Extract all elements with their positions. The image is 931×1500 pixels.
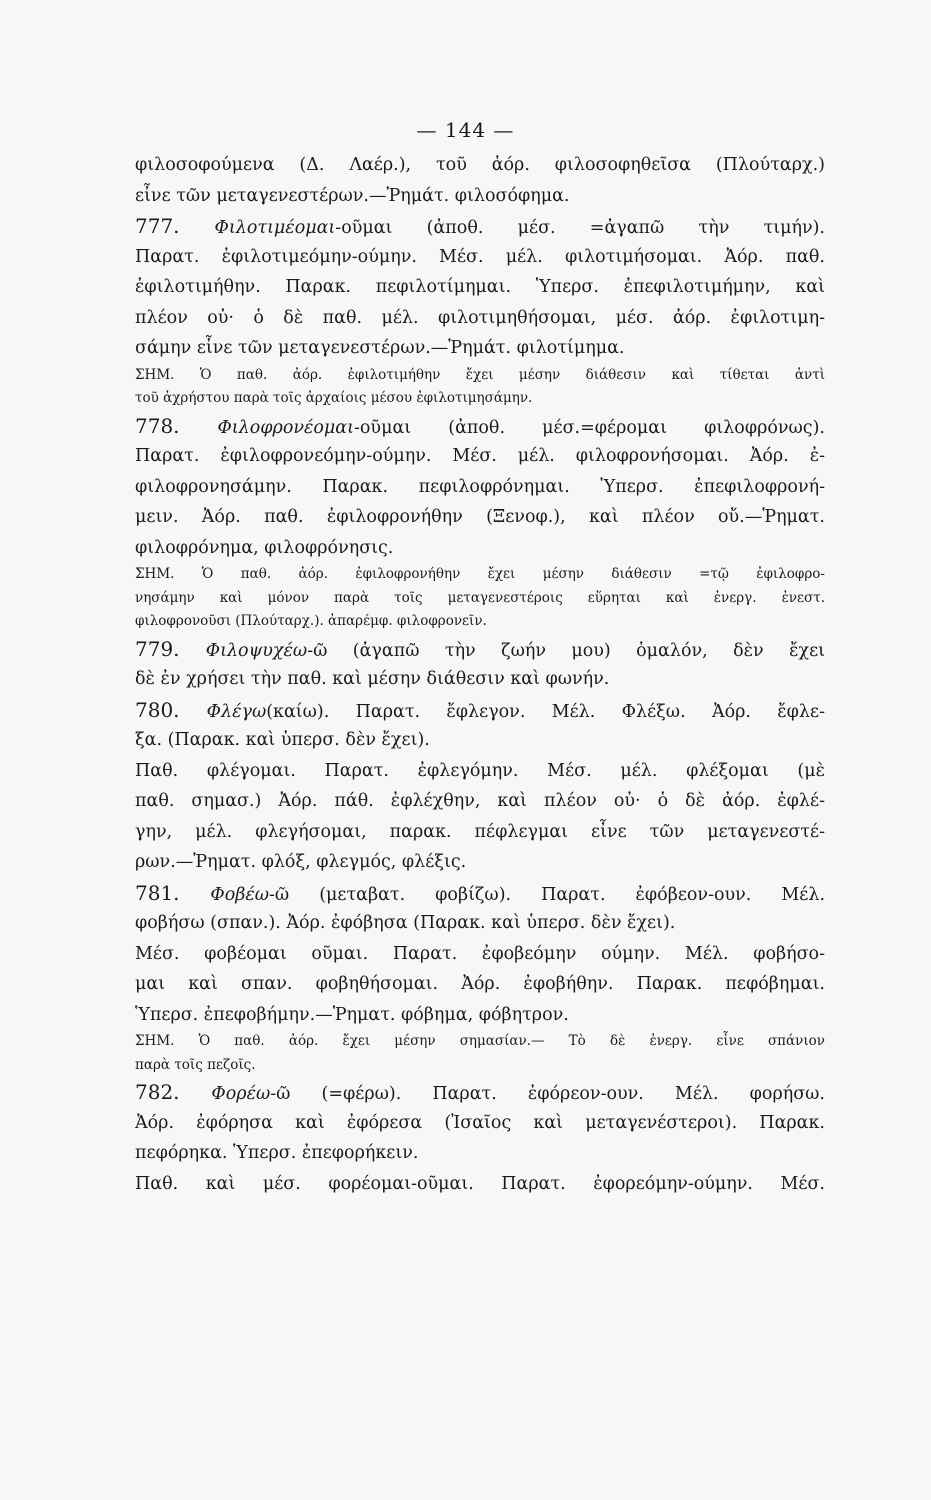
note-line [135, 587, 825, 611]
line-text: -οῦμαι (ἀποθ. μέσ. =ἀγαπῶ τὴν τιμήν). [335, 218, 825, 238]
note-line [135, 364, 825, 388]
line-text: ΣΗΜ. Ὁ παθ. ἀόρ. ἐφιλοτιμήθην ἔχει μέσην διάθεσιν καὶ τίθεται ἀντὶ [135, 366, 825, 383]
line-text: ἐφιλοτιμήθην. Παρακ. πεφιλοτίμημαι. Ὑπερσ. ἐπεφιλοτιμήμην, καὶ [135, 277, 825, 297]
line-text: ξα. (Παρακ. καὶ ὑπερσ. δὲν ἔχει). [135, 730, 430, 750]
text-line [135, 502, 825, 533]
text-line [135, 908, 825, 939]
line-text: ρων.—Ῥηματ. φλόξ, φλεγμός, φλέξις. [135, 852, 467, 872]
line-text: Παρατ. ἐφιλοφρονεόμην-ούμην. Μέσ. μέλ. φιλοφρονήσομαι. Ἀόρ. ἐ- [135, 446, 825, 466]
text-line [135, 303, 825, 334]
line-text: μειν. Ἀόρ. παθ. ἐφιλοφρονήθην (Ξενοφ.), καὶ πλέον οὔ.—Ῥηματ. [135, 507, 825, 527]
entry-number: 782. [135, 1080, 212, 1104]
text-line [135, 242, 825, 273]
line-text: Παθ. καὶ μέσ. φορέομαι-οῦμαι. Παρατ. ἐφορεόμην-ούμην. Μέσ. [135, 1173, 825, 1194]
line-text: Παρατ. ἐφιλοτιμεόμην-ούμην. Μέσ. μέλ. φιλοτιμήσομαι. Ἀόρ. παθ. [135, 246, 825, 267]
text-line [135, 533, 825, 564]
line-text: πλέον οὐ· ὁ δὲ παθ. μέλ. φιλοτιμηθήσομαι, μέσ. ἀόρ. ἐφιλοτιμη- [135, 307, 825, 328]
headword: Φλέγω [206, 701, 267, 722]
text-line [135, 1000, 825, 1031]
text-line [135, 441, 825, 472]
note-line [135, 610, 825, 634]
entry-heading-line [135, 1077, 825, 1108]
line-text: νησάμην καὶ μόνον παρὰ τοῖς μεταγενεστέροις εὕρηται καὶ ἐνεργ. ἐνεστ. [135, 589, 825, 606]
headword: Φιλοψυχέω [205, 640, 308, 661]
entry-number: 778. [135, 413, 218, 438]
text-line [135, 181, 825, 212]
text-line [135, 1108, 825, 1139]
text-line [135, 939, 825, 970]
note-line [135, 1054, 825, 1078]
text-line [135, 969, 825, 1000]
line-text: εἶνε τῶν μεταγενεστέρων.—Ῥημάτ. φιλοσόφημα. [135, 185, 570, 206]
text-line [135, 272, 825, 303]
note-line [135, 387, 825, 411]
headword: Φιλοτιμέομαι [214, 218, 336, 238]
line-text: παθ. σημασ.) Ἀόρ. πάθ. ἐφλέχθην, καὶ πλέον οὐ· ὁ δὲ ἀόρ. ἐφλέ- [135, 791, 825, 811]
page-number: — 144 — [416, 118, 515, 142]
line-text: -ῶ (ἀγαπῶ τὴν ζωήν μου) ὁμαλόν, δὲν ἔχει [307, 640, 825, 661]
dictionary-text [135, 150, 825, 1199]
line-text: ΣΗΜ. Ὁ παθ. ἀόρ. ἔχει μέσην σημασίαν.— Τὸ δὲ ἐνεργ. εἶνε σπάνιον [135, 1033, 825, 1049]
line-text: Ἀόρ. ἐφόρησα καὶ ἐφόρεσα (Ἰσαῖος καὶ μεταγενέστεροι). Παρακ. [135, 1112, 825, 1133]
line-text: Μέσ. φοβέομαι οῦμαι. Παρατ. ἐφοβεόμην ούμην. Μέλ. φοβήσο- [135, 943, 825, 964]
line-text: πεφόρηκα. Ὑπερσ. ἐπεφορήκειν. [135, 1143, 419, 1163]
line-text: φιλοφρόνημα, φιλοφρόνησις. [135, 537, 394, 558]
line-text: παρὰ τοῖς πεζοῖς. [135, 1056, 256, 1073]
line-text: φοβήσω (σπαν.). Ἀόρ. ἐφόβησα (Παρακ. καὶ ὑπερσ. δὲν ἔχει). [135, 913, 676, 933]
entry-heading-line [135, 695, 825, 726]
entry-heading-line [135, 878, 825, 909]
line-text: γην, μέλ. φλεγήσομαι, παρακ. πέφλεγμαι εἶνε τῶν μεταγενεστέ- [135, 821, 825, 842]
line-text: -οῦμαι (ἀποθ. μέσ.=φέρομαι φιλοφρόνως). [353, 417, 825, 438]
note-line [135, 1030, 825, 1054]
text-line [135, 725, 825, 756]
line-text: μαι καὶ σπαν. φοβηθήσομαι. Ἀόρ. ἐφοβήθην. Παρακ. πεφόβημαι. [135, 974, 825, 994]
entry-heading-line [135, 411, 825, 442]
headword: Φορέω [211, 1084, 271, 1104]
entry-number: 779. [135, 636, 206, 661]
text-line [135, 1138, 825, 1169]
text-line [135, 756, 825, 787]
text-line [135, 150, 825, 181]
entry-number: 777. [135, 214, 215, 238]
line-text: (καίω). Παρατ. ἔφλεγον. Μέλ. Φλέξω. Ἀόρ. ἔφλε- [266, 701, 825, 722]
entry-heading-line [135, 634, 825, 665]
headword: Φοβέω [210, 884, 270, 905]
entry-heading-line [135, 211, 825, 242]
line-text: φιλοσοφούμενα (Δ. Λαέρ.), τοῦ ἀόρ. φιλοσοφηθεῖσα (Πλούταρχ.) [135, 155, 825, 175]
text-line [135, 786, 825, 817]
text-line [135, 847, 825, 878]
note-line [135, 563, 825, 587]
line-text: δὲ ἐν χρήσει τὴν παθ. καὶ μέσην διάθεσιν καὶ φωνήν. [135, 669, 610, 689]
line-text: σάμην εἶνε τῶν μεταγενεστέρων.—Ῥημάτ. φιλοτίμημα. [135, 338, 625, 358]
headword: Φιλοφρονέομαι [217, 417, 354, 438]
entry-number: 780. [135, 697, 207, 722]
text-line [135, 1169, 825, 1200]
line-text: τοῦ ἀχρήστου παρὰ τοῖς ἀρχαίοις μέσου ἐφιλοτιμησάμην. [135, 390, 533, 406]
text-line [135, 472, 825, 503]
entry-number: 781. [135, 880, 211, 905]
line-text: φιλοφρονοῦσι (Πλούταρχ.). ἀπαρέμφ. φιλοφρονεῖν. [135, 613, 487, 629]
line-text: -ῶ (μεταβατ. φοβίζω). Παρατ. ἐφόβεον-ουν. Μέλ. [269, 884, 825, 905]
line-text: -ῶ (=φέρω). Παρατ. ἐφόρεον-ουν. Μέλ. φορήσω. [270, 1084, 825, 1104]
text-line [135, 664, 825, 695]
text-line [135, 333, 825, 364]
line-text: Παθ. φλέγομαι. Παρατ. ἐφλεγόμην. Μέσ. μέλ. φλέξομαι (μὲ [135, 760, 825, 781]
line-text: Ὑπερσ. ἐπεφοβήμην.—Ῥηματ. φόβημα, φόβητρον. [135, 1004, 569, 1025]
text-line [135, 817, 825, 848]
line-text: ΣΗΜ. Ὁ παθ. ἀόρ. ἐφιλοφρονήθην ἔχει μέσην διάθεσιν =τῷ ἐφιλοφρο- [135, 566, 825, 582]
line-text: φιλοφρονησάμην. Παρακ. πεφιλοφρόνημαι. Ὑπερσ. ἐπεφιλοφρονή- [135, 476, 825, 497]
